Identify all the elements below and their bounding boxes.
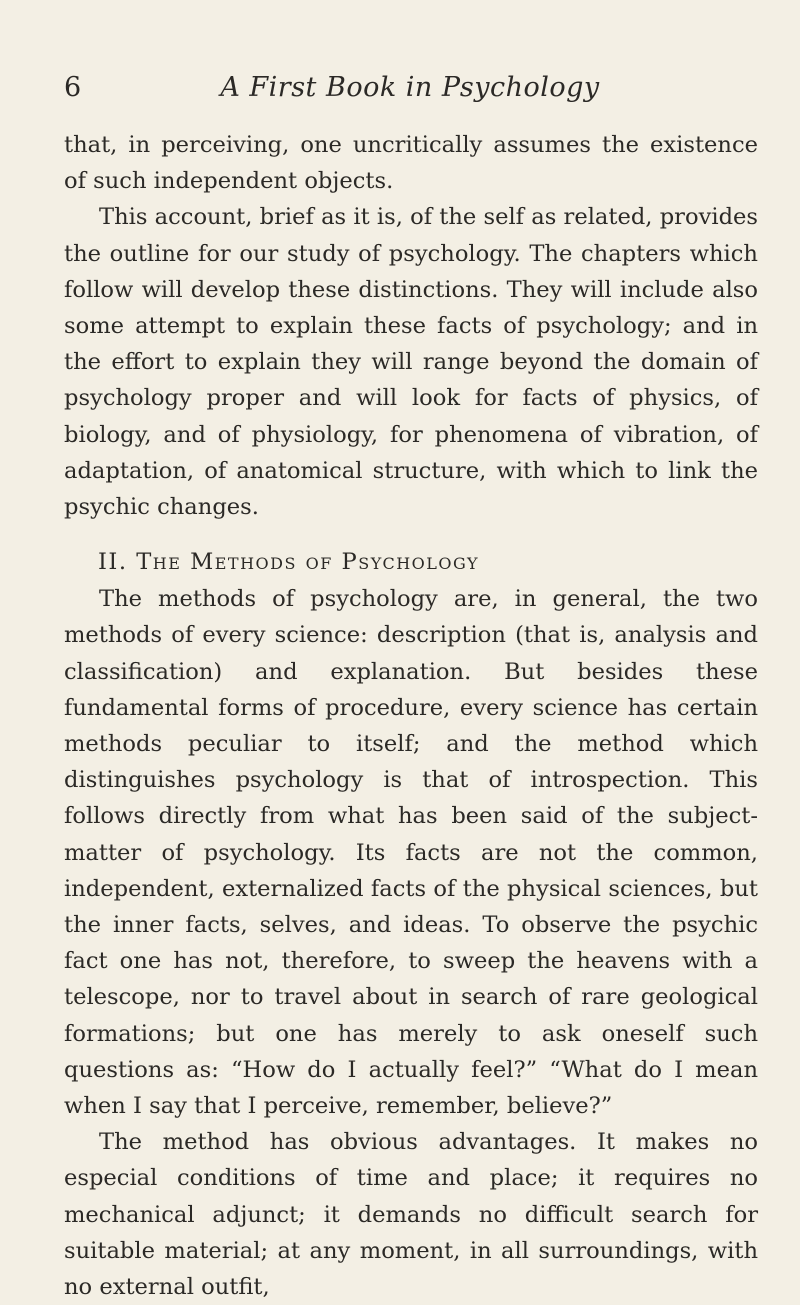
paragraph-continuation: that, in perceiving, one uncritically assumes the existence of such independent objects. [64, 132, 758, 195]
paragraph-self-account: This account, brief as it is, of the self as related, provides the outline for our study of psychology. The chapters which follow will develop these distinctions. They will include also some attempt to explain these facts of psychology; and in the effort to explain they will range beyond the domain of psychology proper and will look for facts of physics, of biology, and of physiology, for phenomena of vibration, of adaptation, of anatomical structure, with which to link the psychic changes. [64, 204, 758, 521]
book-title: A First Book in Psychology [220, 72, 600, 103]
page-number: 6 [64, 72, 82, 103]
running-head [64, 68, 756, 108]
section-heading: II. The Methods of Psychology [98, 549, 480, 576]
body-text [64, 127, 758, 1305]
paragraph-methods: The methods of psychology are, in general, the two methods of every science: description (that is, analysis and classification) and explanation. But besides these fundamental forms of procedure, every science has certain methods peculiar to itself; and the method which distinguishes psychology is that of introspection. This follows directly from what has been said of the subject-matter of psychology. Its facts are not the common, independent, externalized facts of the physical sciences, but the inner facts, selves, and ideas. To observe the psychic fact one has not, therefore, to sweep the heavens with a telescope, nor to travel about in search of rare geological formations; but one has merely to ask oneself such questions as: “How do I actually feel?” “What do I mean when I say that I perceive, remember, believe?” [64, 586, 758, 1120]
paragraph-advantages: The method has obvious advantages. It makes no especial conditions of time and place; it requires no mechanical adjunct; it demands no difficult search for suitable material; at any moment, in all surroundings, with no external outfit, [64, 1129, 758, 1301]
